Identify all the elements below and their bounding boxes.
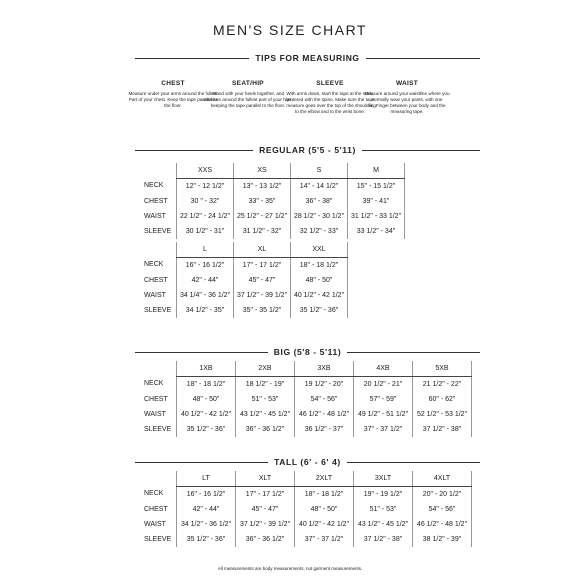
tip-title: WAIST	[395, 80, 419, 87]
table-cell: 31 1/2" - 33 1/2"	[348, 209, 405, 224]
table-row	[144, 407, 472, 422]
tall-rule-right	[347, 462, 480, 463]
table-cell: 17" - 17 1/2"	[234, 257, 291, 273]
table-cell: 36" - 38"	[291, 194, 348, 209]
table-cell: 45" - 47"	[234, 273, 291, 288]
row-label: NECK	[144, 380, 164, 388]
big-table	[144, 361, 472, 437]
tip-seat-hip	[203, 80, 293, 109]
size-header: 3XB	[295, 361, 354, 376]
size-header: 2XLT	[295, 471, 354, 486]
table-cell: 12" - 12 1/2"	[177, 178, 234, 194]
size-header: 3XLT	[354, 471, 413, 486]
table-cell: 18" - 18 1/2"	[295, 486, 354, 502]
table-cell: 33 1/2" - 34"	[348, 224, 405, 239]
size-header: 4XLT	[413, 471, 472, 486]
table-cell: 18" - 18 1/2"	[291, 257, 348, 273]
table-cell: 54" - 56"	[295, 392, 354, 407]
table-cell: 36" - 36 1/2"	[236, 422, 295, 437]
table-cell: 35 1/2" - 36"	[177, 422, 236, 437]
table-row	[144, 517, 472, 532]
table-cell: 16" - 16 1/2"	[177, 486, 236, 502]
table-cell: 46 1/2" - 48 1/2"	[295, 407, 354, 422]
table-cell: 40 1/2" - 42 1/2"	[177, 407, 236, 422]
table-cell: 13" - 13 1/2"	[234, 178, 291, 194]
size-header: 2XB	[236, 361, 295, 376]
size-header: XXL	[291, 242, 348, 257]
table-cell: 19" - 19 1/2"	[354, 486, 413, 502]
footnote: All measurements are body measurements, not garment measurements.	[217, 566, 363, 571]
table-cell: 42" - 44"	[177, 273, 234, 288]
tip-waist	[362, 80, 452, 115]
table-cell: 57" - 59"	[354, 392, 413, 407]
table-cell: 38 1/2" - 39"	[413, 532, 472, 547]
table-cell: 36 1/2" - 37"	[295, 422, 354, 437]
tip-text: Measure under your arms around the fullest Part of your chest. Keep the tape parallel to the floor.	[128, 91, 218, 109]
table-cell: 46 1/2" - 48 1/2"	[413, 517, 472, 532]
big-header-label: BIG (5'8 - 5'11)	[268, 347, 348, 357]
tip-text: Stand with your heels together, and measure around the fullest part of your hips, keeping the tape parallel to the floor.	[203, 91, 293, 109]
table-cell: 37 1/2" - 39 1/2"	[234, 288, 291, 303]
tips-header	[135, 50, 480, 66]
size-header: LT	[177, 471, 236, 486]
table-cell: 48" - 50"	[177, 392, 236, 407]
tip-title: CHEST	[161, 80, 185, 87]
table-cell: 37 1/2" - 39 1/2"	[236, 517, 295, 532]
table-row	[144, 532, 472, 547]
page-title: MEN'S SIZE CHART	[213, 22, 367, 38]
table-cell: 34 1/2" - 35"	[177, 303, 234, 318]
table-row	[144, 194, 405, 209]
tall-header-label: TALL (6' - 6' 4)	[268, 457, 347, 467]
size-header: XXS	[177, 163, 234, 178]
table-cell: 45" - 47"	[236, 502, 295, 517]
table-cell: 17" - 17 1/2"	[236, 486, 295, 502]
row-label: NECK	[144, 261, 164, 269]
row-label: CHEST	[144, 505, 168, 513]
row-label: WAIST	[144, 520, 166, 528]
table-row	[144, 502, 472, 517]
table-cell: 51" - 53"	[236, 392, 295, 407]
table-cell: 34 1/4" - 36 1/2"	[177, 288, 234, 303]
table-row	[144, 392, 472, 407]
table-cell: 20 1/2" - 21"	[354, 376, 413, 392]
size-header: XS	[234, 163, 291, 178]
row-label: WAIST	[144, 291, 166, 299]
table-cell: 31 1/2" - 32"	[234, 224, 291, 239]
table-cell: 37" - 37 1/2"	[295, 532, 354, 547]
big-header	[135, 344, 480, 360]
tips-rule-right	[366, 58, 480, 59]
table-row	[144, 303, 348, 318]
tall-table	[144, 471, 472, 547]
table-cell: 40 1/2" - 42 1/2"	[295, 517, 354, 532]
size-header: XLT	[236, 471, 295, 486]
tip-text: With arms down, start the tape at the neck, centered with the spine. Make sure the tape measure goes over the top of the shoulder, to the elbow and to the wrist bone.	[285, 91, 375, 115]
table-cell: 22 1/2" - 24 1/2"	[177, 209, 234, 224]
table-cell: 43 1/2" - 45 1/2"	[354, 517, 413, 532]
tall-header	[135, 454, 480, 470]
table-cell: 36" - 36 1/2"	[236, 532, 295, 547]
table-cell: 60" - 62"	[413, 392, 472, 407]
table-cell: 32 1/2" - 33"	[291, 224, 348, 239]
table-cell: 21 1/2" - 22"	[413, 376, 472, 392]
size-header: S	[291, 163, 348, 178]
row-label: NECK	[144, 490, 164, 498]
table-cell: 30 1/2" - 31"	[177, 224, 234, 239]
table-row	[144, 486, 472, 502]
table-cell: 28 1/2" - 30 1/2"	[291, 209, 348, 224]
row-label: CHEST	[144, 395, 168, 403]
table-cell: 15" - 15 1/2"	[348, 178, 405, 194]
size-header: M	[348, 163, 405, 178]
table-cell: 30 " - 32"	[177, 194, 234, 209]
table-cell: 40 1/2" - 42 1/2"	[291, 288, 348, 303]
table-row	[144, 178, 405, 194]
row-label: SLEEVE	[144, 535, 172, 543]
table-cell: 48" - 50"	[295, 502, 354, 517]
size-header: 5XB	[413, 361, 472, 376]
table-cell: 34 1/2" - 36 1/2"	[177, 517, 236, 532]
table-cell: 33" - 35"	[234, 194, 291, 209]
table-cell: 19 1/2" - 20"	[295, 376, 354, 392]
row-label: SLEEVE	[144, 425, 172, 433]
table-cell: 35" - 35 1/2"	[234, 303, 291, 318]
row-label: CHEST	[144, 276, 168, 284]
table-cell: 16" - 16 1/2"	[177, 257, 234, 273]
table-cell: 48" - 50"	[291, 273, 348, 288]
row-label: WAIST	[144, 410, 166, 418]
regular-table-2	[144, 242, 348, 318]
tip-title: SEAT/HIP	[232, 80, 264, 87]
size-header: 1XB	[177, 361, 236, 376]
table-cell: 37 1/2" - 38"	[354, 532, 413, 547]
table-cell: 25 1/2" - 27 1/2"	[234, 209, 291, 224]
table-cell: 35 1/2" - 36"	[291, 303, 348, 318]
table-row	[144, 376, 472, 392]
table-row	[144, 224, 405, 239]
regular-rule-right	[362, 150, 480, 151]
table-cell: 42" - 44"	[177, 502, 236, 517]
table-cell: 35 1/2" - 36"	[177, 532, 236, 547]
regular-header	[135, 142, 480, 158]
table-row	[144, 209, 405, 224]
tip-title: SLEEVE	[316, 80, 344, 87]
row-label: SLEEVE	[144, 227, 172, 235]
tip-text: Measure around your waistline where you normally wear your pants, with one fingFinger between your body and the measuring tape.	[364, 91, 450, 115]
size-header: XL	[234, 242, 291, 257]
table-cell: 20" - 20 1/2"	[413, 486, 472, 502]
tips-header-label: TIPS FOR MEASURING	[249, 53, 365, 63]
table-cell: 14" - 14 1/2"	[291, 178, 348, 194]
table-cell: 39" - 41"	[348, 194, 405, 209]
size-header: 4XB	[354, 361, 413, 376]
table-cell: 18 1/2" - 19"	[236, 376, 295, 392]
table-row	[144, 257, 348, 273]
table-cell: 43 1/2" - 45 1/2"	[236, 407, 295, 422]
regular-table-1	[144, 163, 405, 239]
table-cell: 37" - 37 1/2"	[354, 422, 413, 437]
big-rule-right	[347, 352, 480, 353]
table-row	[144, 273, 348, 288]
table-row	[144, 422, 472, 437]
size-header: L	[177, 242, 234, 257]
row-label: NECK	[144, 182, 164, 190]
regular-header-label: REGULAR (5'5 - 5'11)	[253, 145, 362, 155]
table-cell: 54" - 56"	[413, 502, 472, 517]
row-label: CHEST	[144, 197, 168, 205]
table-row	[144, 288, 348, 303]
table-cell: 18" - 18 1/2"	[177, 376, 236, 392]
row-label: SLEEVE	[144, 306, 172, 314]
table-cell: 52 1/2" - 53 1/2"	[413, 407, 472, 422]
table-cell: 37 1/2" - 38"	[413, 422, 472, 437]
row-label: WAIST	[144, 212, 166, 220]
table-cell: 51" - 53"	[354, 502, 413, 517]
table-cell: 49 1/2" - 51 1/2"	[354, 407, 413, 422]
